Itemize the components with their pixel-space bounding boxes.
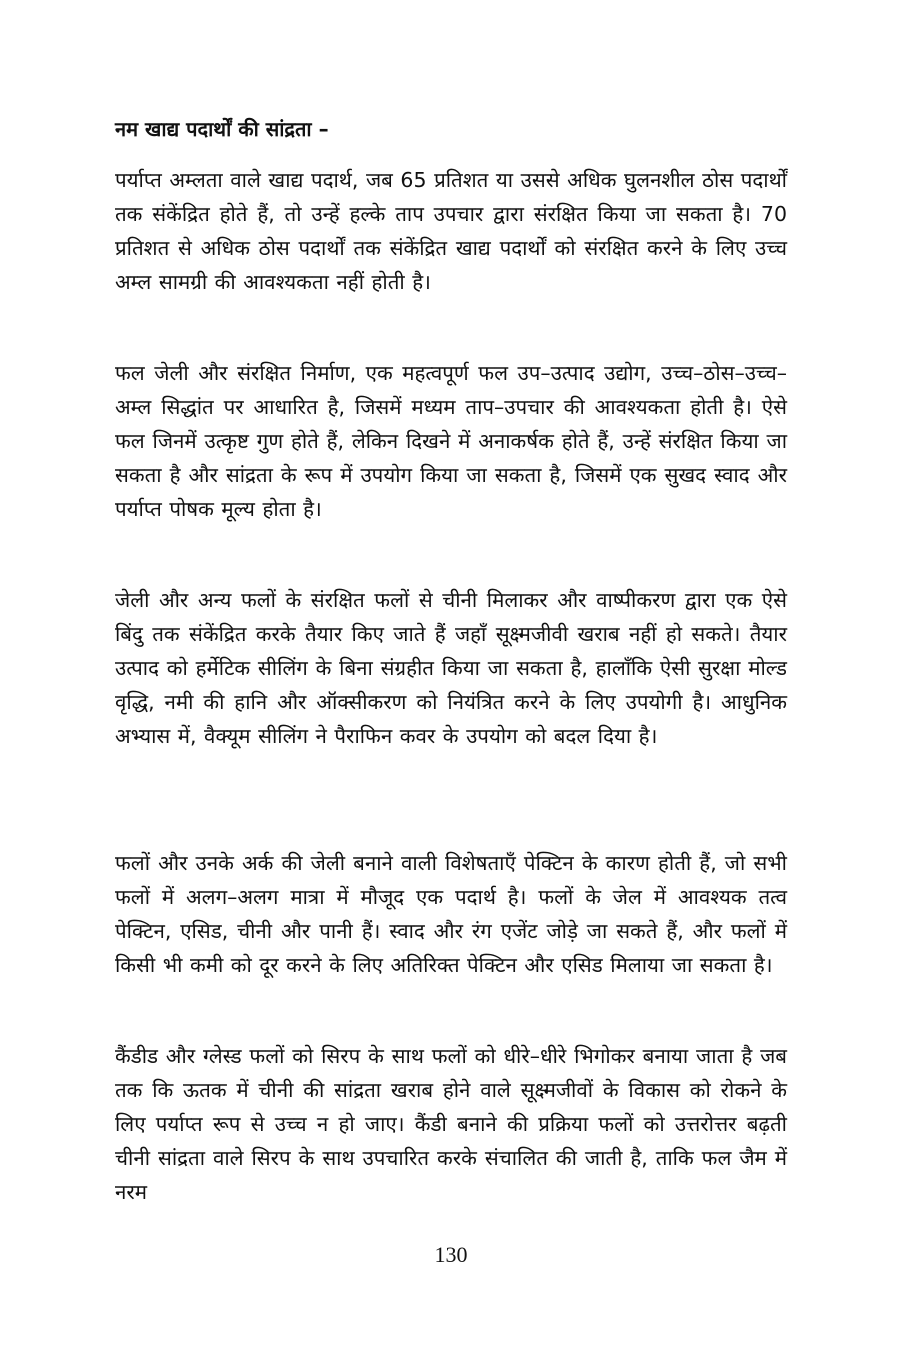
document-page (115, 0, 787, 1350)
page-number: 130 (434, 1242, 468, 1267)
paragraph-3: जेली और अन्य फलों के संरक्षित फलों से चीनी मिलाकर और वाष्पीकरण द्वारा एक ऐसे बिंदु तक संकेंद्रित करके तैयार किए जाते हैं जहाँ सूक्ष्मजीवी खराब नहीं हो सकते। तैयार उत्पाद को हर्मेटिक सीलिंग के बिना संग्रहीत किया जा सकता है, हालाँकि ऐसी सुरक्षा मोल्ड वृद्धि, नमी की हानि और ऑक्सीकरण को नियंत्रित करने के लिए उपयोगी है। आधुनिक अभ्यास में, वैक्यूम सीलिंग ने पैराफिन कवर के उपयोग को बदल दिया है। (115, 588, 787, 748)
paragraph-5: कैंडीड और ग्लेस्ड फलों को सिरप के साथ फलों को धीरे–धीरे भिगोकर बनाया जाता है जब तक कि ऊतक में चीनी की सांद्रता खराब होने वाले सूक्ष्मजीवों के विकास को रोकने के लिए पर्याप्त रूप से उच्च न हो जाए। कैंडी बनाने की प्रक्रिया फलों को उत्तरोत्तर बढ़ती चीनी सांद्रता वाले सिरप के साथ उपचारित करके संचालित की जाती है, ताकि फल जैम में नरम (115, 1044, 787, 1204)
paragraph-1: पर्याप्त अम्लता वाले खाद्य पदार्थ, जब 65 प्रतिशत या उससे अधिक घुलनशील ठोस पदार्थों तक संकेंद्रित होते हैं, तो उन्हें हल्के ताप उपचार द्वारा संरक्षित किया जा सकता है। 70 प्रतिशत से अधिक ठोस पदार्थों तक संकेंद्रित खाद्य पदार्थों को संरक्षित करने के लिए उच्च अम्ल सामग्री की आवश्यकता नहीं होती है। (115, 168, 787, 294)
paragraph-2: फल जेली और संरक्षित निर्माण, एक महत्वपूर्ण फल उप–उत्पाद उद्योग, उच्च–ठोस–उच्च–अम्ल सिद्धांत पर आधारित है, जिसमें मध्यम ताप–उपचार की आवश्यकता होती है। ऐसे फल जिनमें उत्कृष्ट गुण होते हैं, लेकिन दिखने में अनाकर्षक होते हैं, उन्हें संरक्षित किया जा सकता है और सांद्रता के रूप में उपयोग किया जा सकता है, जिसमें एक सुखद स्वाद और पर्याप्त पोषक मूल्य होता है। (115, 361, 787, 521)
section-heading: नम खाद्य पदार्थों की सांद्रता – (115, 117, 329, 141)
paragraph-4: फलों और उनके अर्क की जेली बनाने वाली विशेषताएँ पेक्टिन के कारण होती हैं, जो सभी फलों में अलग–अलग मात्रा में मौजूद एक पदार्थ है। फलों के जेल में आवश्यक तत्व पेक्टिन, एसिड, चीनी और पानी हैं। स्वाद और रंग एजेंट जोड़े जा सकते हैं, और फलों में किसी भी कमी को दूर करने के लिए अतिरिक्त पेक्टिन और एसिड मिलाया जा सकता है। (115, 851, 787, 977)
